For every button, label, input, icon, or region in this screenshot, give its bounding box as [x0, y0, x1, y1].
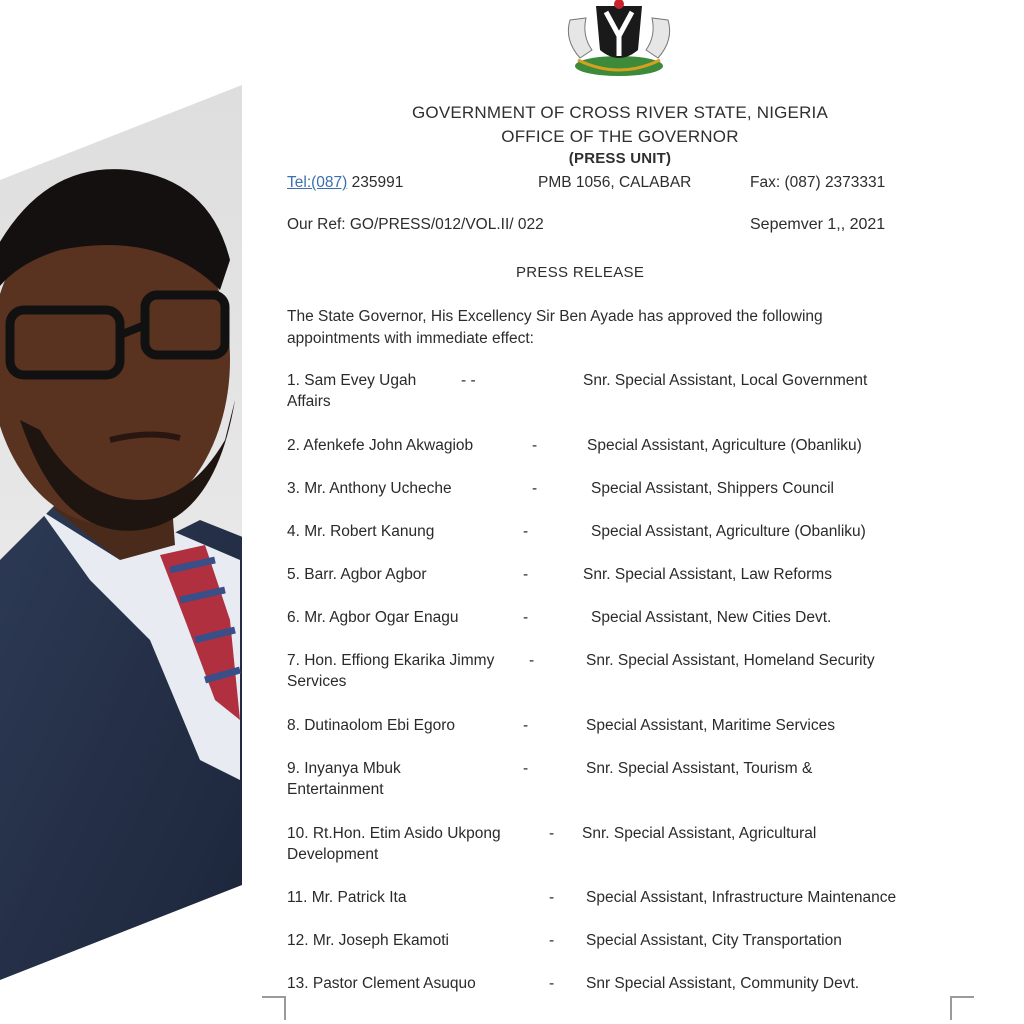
appointment-row	[287, 523, 967, 567]
appointment-row	[287, 717, 967, 761]
appointment-role: Special Assistant, New Cities Devt.	[591, 609, 832, 626]
letterhead-office: OFFICE OF THE GOVERNOR	[501, 127, 739, 146]
postal-address: PMB 1056, CALABAR	[538, 174, 692, 191]
appointee-name: 13. Pastor Clement Asuquo	[287, 975, 476, 992]
appointment-role: Snr Special Assistant, Community Devt.	[586, 975, 860, 992]
appointment-role: Special Assistant, Agriculture (Obanliku)	[591, 523, 866, 540]
appointment-row	[287, 975, 967, 1019]
appointee-name: 8. Dutinaolom Ebi Egoro	[287, 717, 456, 734]
appointment-role: Special Assistant, Agriculture (Obanliku)	[587, 437, 862, 454]
appointee-name: 11. Mr. Patrick Ita	[287, 889, 407, 906]
separator-dash: -	[549, 932, 555, 949]
separator-dash: -	[523, 566, 529, 583]
appointee-name: 4. Mr. Robert Kanung	[287, 523, 435, 540]
reference-number: Our Ref: GO/PRESS/012/VOL.II/ 022	[287, 216, 544, 233]
appointment-role: Special Assistant, Infrastructure Maintenance	[586, 889, 897, 906]
release-date: Sepemver 1,, 2021	[750, 216, 886, 233]
separator-dash: -	[532, 437, 538, 454]
letterhead-unit: (PRESS UNIT)	[568, 150, 672, 167]
intro-paragraph: The State Governor, His Excellency Sir Ben Ayade has approved the following appointments with immediate effect:	[287, 308, 823, 347]
appointment-role: Snr. Special Assistant, Homeland Security	[586, 652, 875, 669]
appointee-name-cont: Development	[287, 846, 379, 863]
appointment-row	[287, 760, 967, 804]
appointee-name: 6. Mr. Agbor Ogar Enagu	[287, 609, 459, 626]
separator-dash: -	[523, 760, 529, 777]
appointee-name: 2. Afenkefe John Akwagiob	[287, 437, 474, 454]
appointee-name: 12. Mr. Joseph Ekamoti	[287, 932, 449, 949]
separator-dash: -	[549, 825, 555, 842]
appointment-row	[287, 932, 967, 976]
separator-dash: - -	[461, 372, 476, 389]
appointment-row	[287, 372, 967, 416]
appointment-role: Snr. Special Assistant, Tourism &	[586, 760, 813, 777]
document-title: PRESS RELEASE	[516, 264, 645, 281]
appointment-row	[287, 480, 967, 524]
separator-dash: -	[523, 717, 529, 734]
appointee-name: 7. Hon. Effiong Ekarika Jimmy	[287, 652, 495, 669]
telephone-number: 235991	[347, 174, 404, 191]
appointee-name: 5. Barr. Agbor Agbor	[287, 566, 427, 583]
separator-dash: -	[529, 652, 535, 669]
appointee-name: 10. Rt.Hon. Etim Asido Ukpong	[287, 825, 501, 842]
appointment-row	[287, 609, 967, 653]
separator-dash: -	[523, 523, 529, 540]
appointment-row	[287, 566, 967, 610]
telephone-link[interactable]: Tel:(087)	[287, 174, 348, 191]
appointment-role: Snr. Special Assistant, Agricultural	[582, 825, 817, 842]
fax-number: Fax: (087) 2373331	[750, 174, 886, 191]
appointment-role: Snr. Special Assistant, Law Reforms	[583, 566, 832, 583]
appointee-name-cont: Entertainment	[287, 781, 384, 798]
appointment-role: Special Assistant, City Transportation	[586, 932, 842, 949]
separator-dash: -	[549, 975, 555, 992]
appointment-role: Special Assistant, Maritime Services	[586, 717, 835, 734]
appointment-row	[287, 825, 967, 869]
appointee-name: 9. Inyanya Mbuk	[287, 760, 401, 777]
appointee-name: 1. Sam Evey Ugah	[287, 372, 417, 389]
letterhead-government: GOVERNMENT OF CROSS RIVER STATE, NIGERIA	[411, 103, 829, 122]
telephone	[287, 174, 403, 192]
appointment-row	[287, 889, 967, 933]
appointment-row	[287, 437, 967, 481]
page-corner-mark-left	[262, 996, 286, 1020]
appointment-role: Special Assistant, Shippers Council	[591, 480, 834, 497]
separator-dash: -	[523, 609, 529, 626]
page-corner-mark-right	[950, 996, 974, 1020]
separator-dash: -	[549, 889, 555, 906]
appointment-row	[287, 652, 967, 696]
appointment-role: Snr. Special Assistant, Local Government	[583, 372, 868, 389]
appointee-name-cont: Services	[287, 673, 347, 690]
appointee-name: 3. Mr. Anthony Ucheche	[287, 480, 452, 497]
appointee-name-cont: Affairs	[287, 393, 331, 410]
separator-dash: -	[532, 480, 538, 497]
